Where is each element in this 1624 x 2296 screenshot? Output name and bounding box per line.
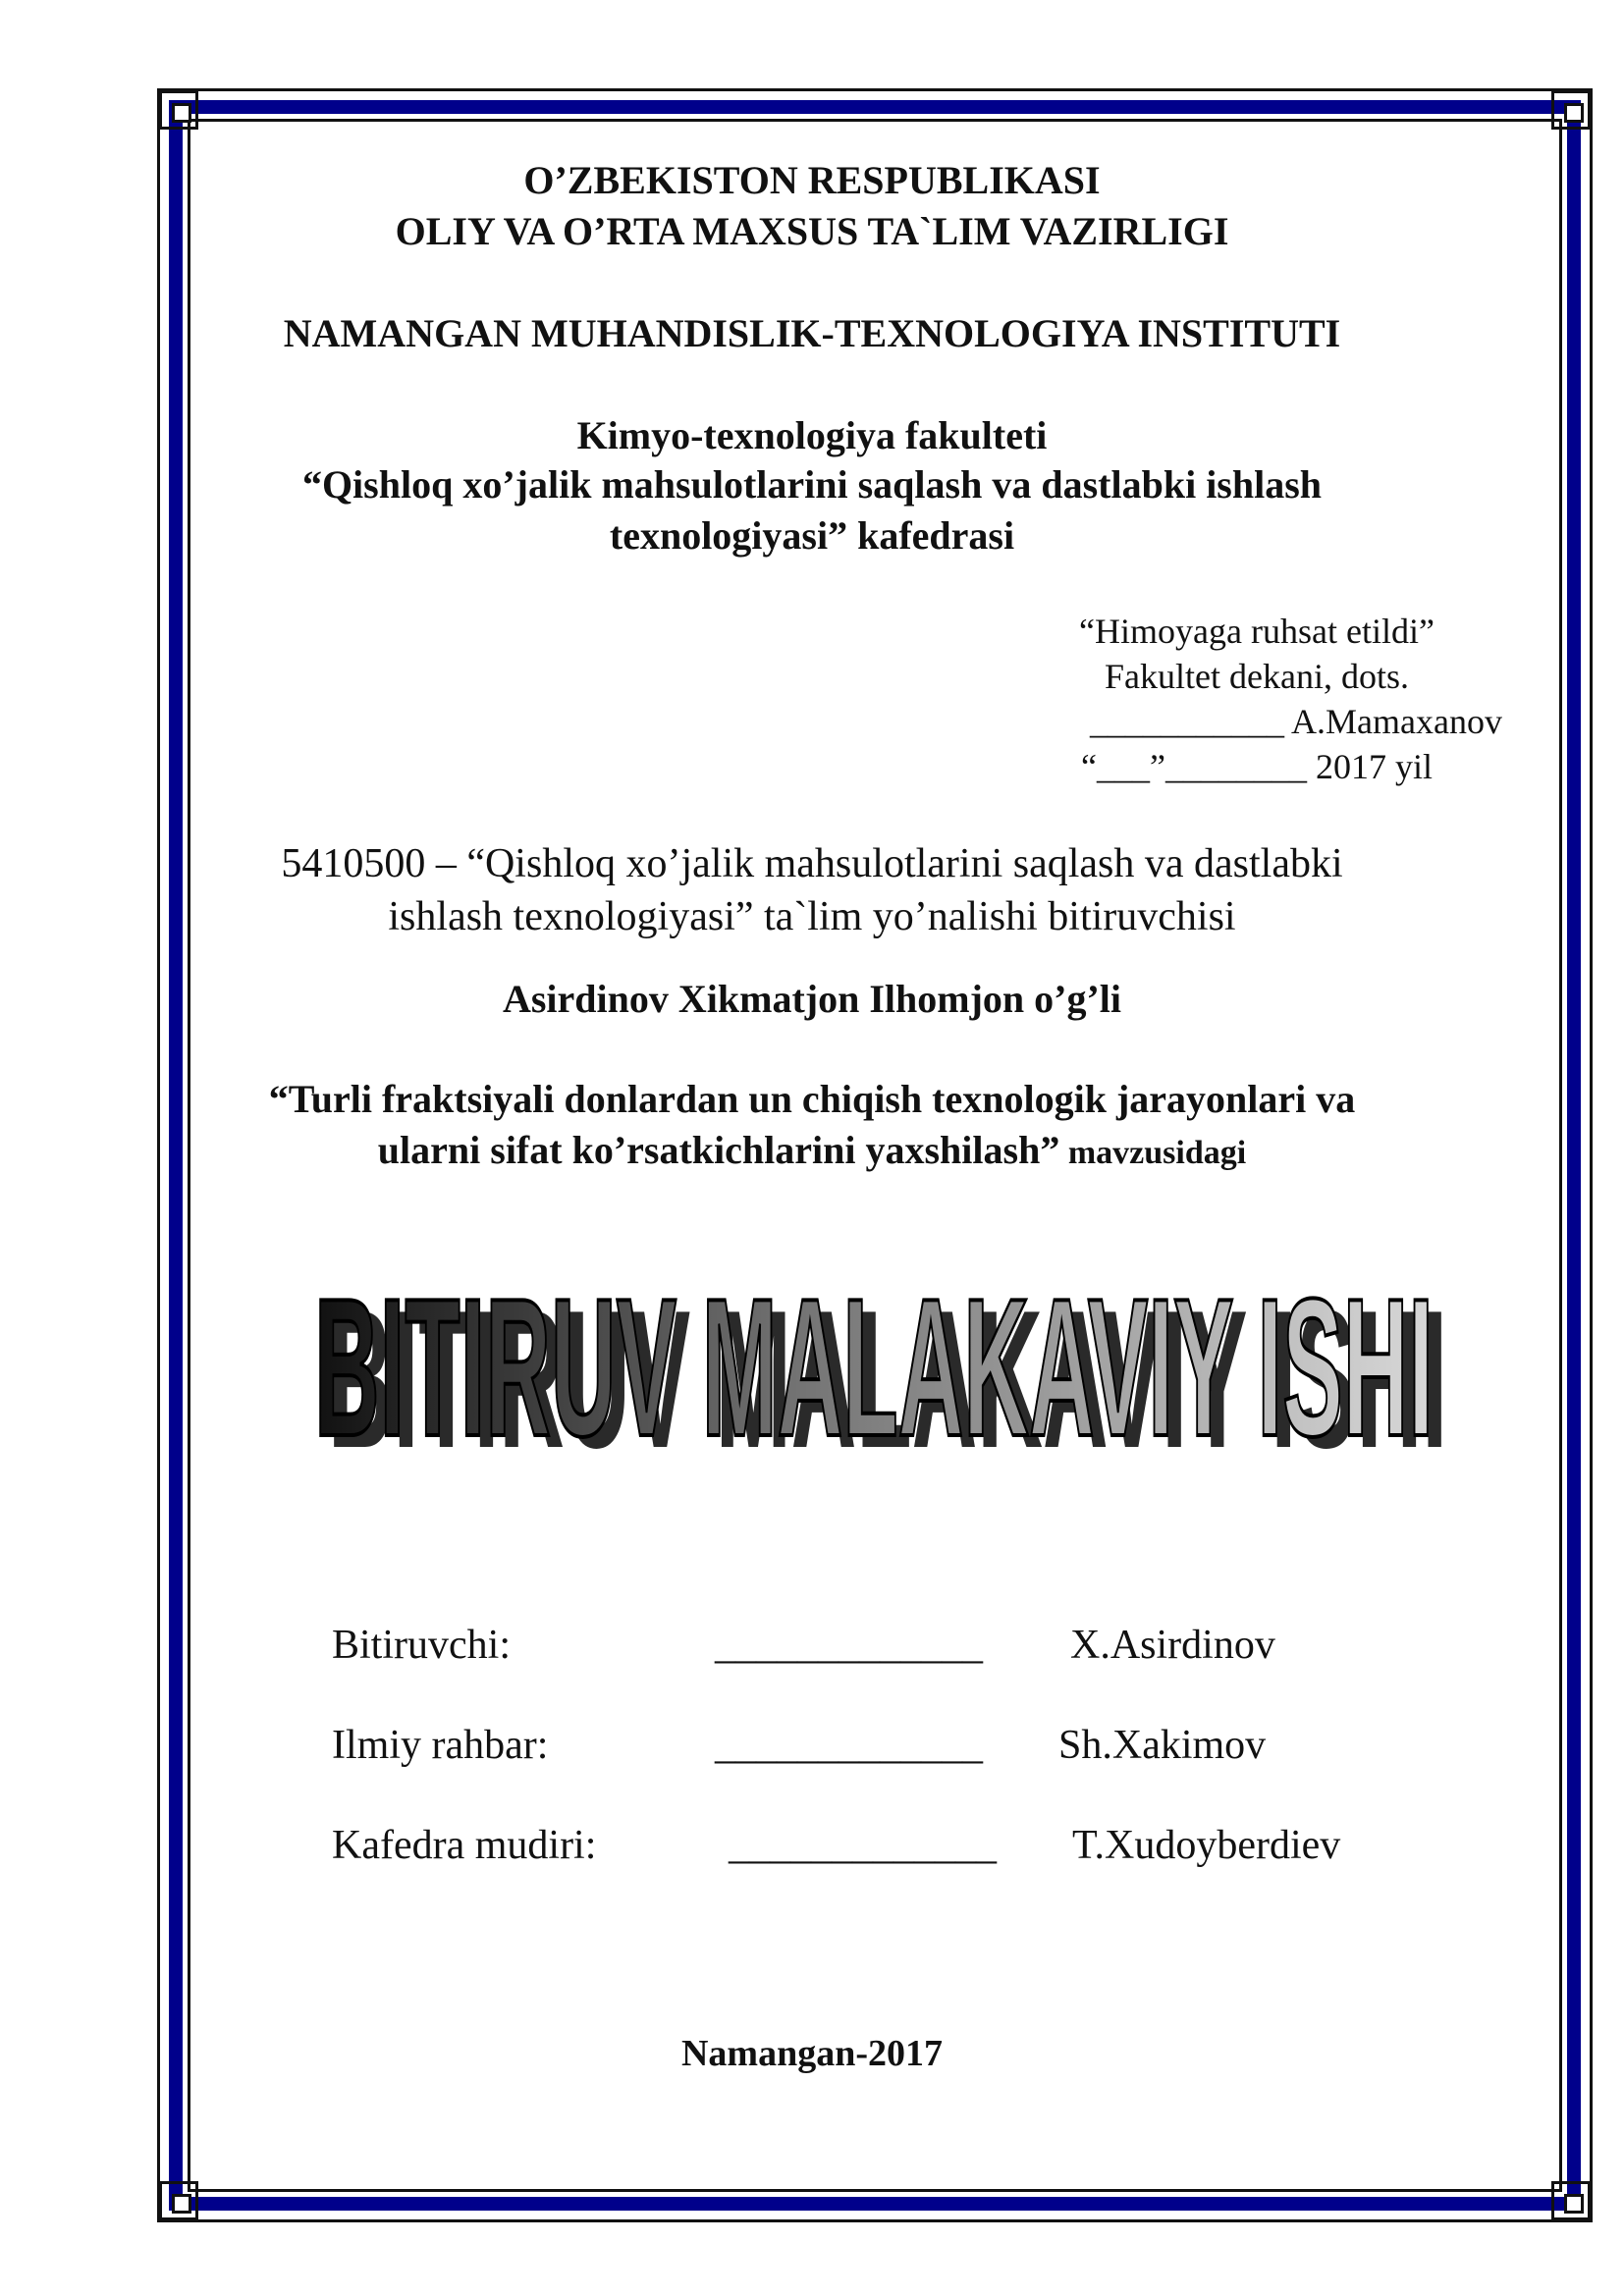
wordart-title [295,1188,1453,1472]
city-year: Namangan-2017 [680,2033,944,2074]
topic-line-1: “Turli fraktsiyali donlardan un chiqish texnologik jarayonlari va [268,1077,1356,1121]
topic-line-2-bold: ularni sifat ko’rsatkichlarini yaxshilash” [377,1128,1060,1172]
wordart-title-shadow: BITIRUV MALAKAVIY ISHI [328,1270,1447,1472]
topic-line-2 [0,1127,1624,1173]
faculty-name: Kimyo-texnologiya fakulteti [576,413,1048,457]
frame-corner-bottom-right [1551,2181,1591,2220]
ministry-line-1: O’ZBEKISTON RESPUBLIKASI [523,158,1101,202]
approval-signature-line: ___________ A.Mamaxanov [1090,702,1502,741]
ministry-line-2: OLIY VA O’RTA MAXSUS TA`LIM VAZIRLIGI [395,209,1229,253]
department-line-2: texnologiyasi” kafedrasi [609,513,1015,558]
institute-name: NAMANGAN MUHANDISLIK-TEXNOLOGIYA INSTITUTI [283,311,1341,355]
signature-label-head-of-department: Kafedra mudiri: [332,1823,597,1868]
signature-name-head-of-department: T.Xudoyberdiev [1072,1823,1341,1868]
student-name: Asirdinov Xikmatjon Ilhomjon o’g’li [502,977,1122,1021]
signature-name-supervisor: Sh.Xakimov [1058,1723,1267,1768]
department-line-1: “Qishloq xo’jalik mahsulotlarini saqlash va dastlabki ishlash [301,462,1323,507]
wordart-title-svg [295,1188,1453,1472]
program-line-2: ishlash texnologiyasi” ta`lim yo’nalishi bitiruvchisi [388,894,1236,939]
signature-line-supervisor: _____________ [715,1723,983,1768]
signature-label-graduate: Bitiruvchi: [332,1623,511,1668]
frame-corner-top-right [1551,90,1591,130]
frame-corner-bottom-left [159,2181,198,2220]
signature-name-graduate: X.Asirdinov [1070,1623,1275,1668]
signature-line-head-of-department: _____________ [729,1823,997,1868]
frame-corner-top-left [159,90,198,130]
signature-line-graduate: _____________ [715,1623,983,1668]
signature-label-supervisor: Ilmiy rahbar: [332,1723,549,1768]
approval-line-1: “Himoyaga ruhsat etildi” [1079,612,1435,651]
approval-date-line: “___”________ 2017 yil [1081,747,1433,786]
approval-line-2: Fakultet dekani, dots. [1105,657,1409,696]
program-line-1: 5410500 – “Qishloq xo’jalik mahsulotlarini saqlash va dastlabki [281,841,1343,886]
topic-line-2-suffix: mavzusidagi [1059,1135,1247,1171]
wordart-title-face: BITIRUV MALAKAVIY ISHI [314,1258,1434,1472]
